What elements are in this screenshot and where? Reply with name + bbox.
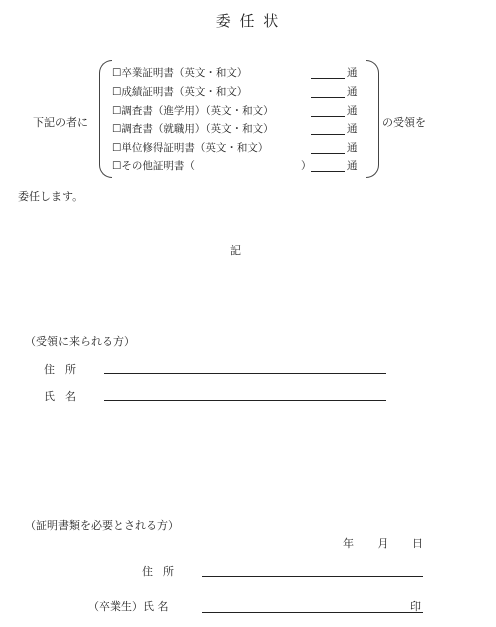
recipient-address-label: 住所	[44, 363, 86, 376]
requester-name-field[interactable]	[202, 612, 423, 613]
intro-lead: 下記の者に	[33, 116, 88, 129]
page-title: 委 任 状	[215, 12, 281, 30]
copies-blank[interactable]	[311, 97, 345, 98]
copies-blank[interactable]	[311, 153, 345, 154]
copies-unit: 通	[347, 67, 358, 79]
copies-unit: 通	[347, 86, 358, 98]
intro-trail: の受領を	[382, 116, 426, 129]
copies-blank[interactable]	[311, 116, 345, 117]
document-label: ☐調査書（就職用）（英文・和文）	[112, 123, 274, 135]
recipient-address-field[interactable]	[104, 373, 386, 374]
document-row-report-advance[interactable]	[112, 103, 362, 119]
requester-address-label: 住所	[142, 565, 184, 578]
document-label: ☐その他証明書（	[112, 160, 195, 172]
recipient-heading: （受領に来られる方）	[25, 335, 135, 348]
right-brace	[366, 60, 379, 178]
document-label: ☐調査書（進学用）（英文・和文）	[112, 105, 274, 117]
close-paren: ）	[301, 160, 312, 172]
document-label: ☐成績証明書（英文・和文）	[112, 86, 248, 98]
delegate-text: 委任します。	[18, 190, 84, 203]
left-brace	[99, 60, 112, 178]
copies-blank[interactable]	[311, 78, 345, 79]
seal-mark: 印	[410, 600, 421, 613]
document-row-report-employment[interactable]	[112, 121, 362, 137]
document-row-other[interactable]	[112, 158, 362, 174]
requester-heading: （証明書類を必要とされる方）	[25, 519, 179, 532]
copies-blank[interactable]	[311, 134, 345, 135]
document-row-credits[interactable]	[112, 140, 362, 156]
document-row-graduation[interactable]	[112, 65, 362, 81]
copies-unit: 通	[347, 160, 358, 172]
requester-address-field[interactable]	[202, 576, 423, 577]
copies-blank[interactable]	[311, 171, 345, 172]
document-row-transcript[interactable]	[112, 84, 362, 100]
copies-unit: 通	[347, 105, 358, 117]
date-line[interactable]: 年 月 日	[343, 537, 423, 550]
document-label: ☐単位修得証明書（英文・和文）	[112, 142, 269, 154]
ki-heading: 記	[230, 244, 241, 257]
copies-unit: 通	[347, 123, 358, 135]
copies-unit: 通	[347, 142, 358, 154]
requester-name-label: （卒業生）氏 名	[88, 600, 169, 613]
document-label: ☐卒業証明書（英文・和文）	[112, 67, 248, 79]
recipient-name-field[interactable]	[104, 400, 386, 401]
recipient-name-label: 氏名	[44, 390, 86, 403]
